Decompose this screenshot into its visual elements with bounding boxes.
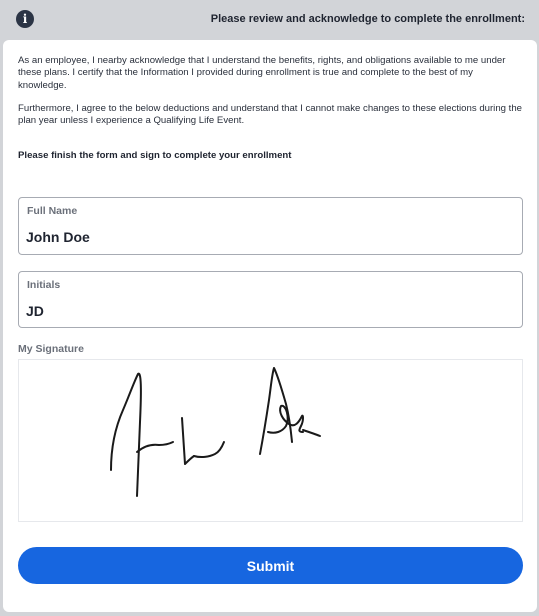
acknowledgement-paragraph: As an employee, I nearby acknowledge that I understand the benefits, rights, and obligations available to me under these plans. I certify that the Information I provided during enrollment is true and complete to the best of my knowledge. [18, 55, 506, 91]
signature-stroke-tail [303, 430, 320, 436]
signature-stroke-d-squiggle [268, 406, 303, 433]
signature-stroke-loop [194, 442, 224, 457]
submit-button[interactable]: Submit [18, 547, 523, 584]
full-name-input[interactable] [26, 226, 506, 248]
full-name-field[interactable] [18, 197, 523, 255]
signature-label: My Signature [18, 343, 84, 355]
notice-header [0, 0, 539, 38]
initials-input[interactable] [26, 300, 506, 322]
initials-field[interactable] [18, 271, 523, 328]
header-title: Please review and acknowledge to complete the enrollment: [210, 13, 525, 25]
initials-label: Initials [27, 279, 61, 291]
info-icon: i [16, 10, 34, 28]
signature-stroke-j-cross [137, 442, 173, 452]
signature-drawing [19, 360, 522, 521]
enrollment-form-card [3, 40, 537, 612]
form-instruction: Please finish the form and sign to complete your enrollment [18, 150, 292, 161]
deductions-paragraph: Furthermore, I agree to the below deductions and understand that I cannot make changes to these elections during the plan year unless I experience a Qualifying Life Event. [18, 103, 522, 127]
signature-pad[interactable] [18, 359, 523, 522]
full-name-label: Full Name [27, 205, 78, 217]
signature-stroke-j [111, 374, 141, 496]
signature-stroke-j-post [182, 418, 194, 464]
